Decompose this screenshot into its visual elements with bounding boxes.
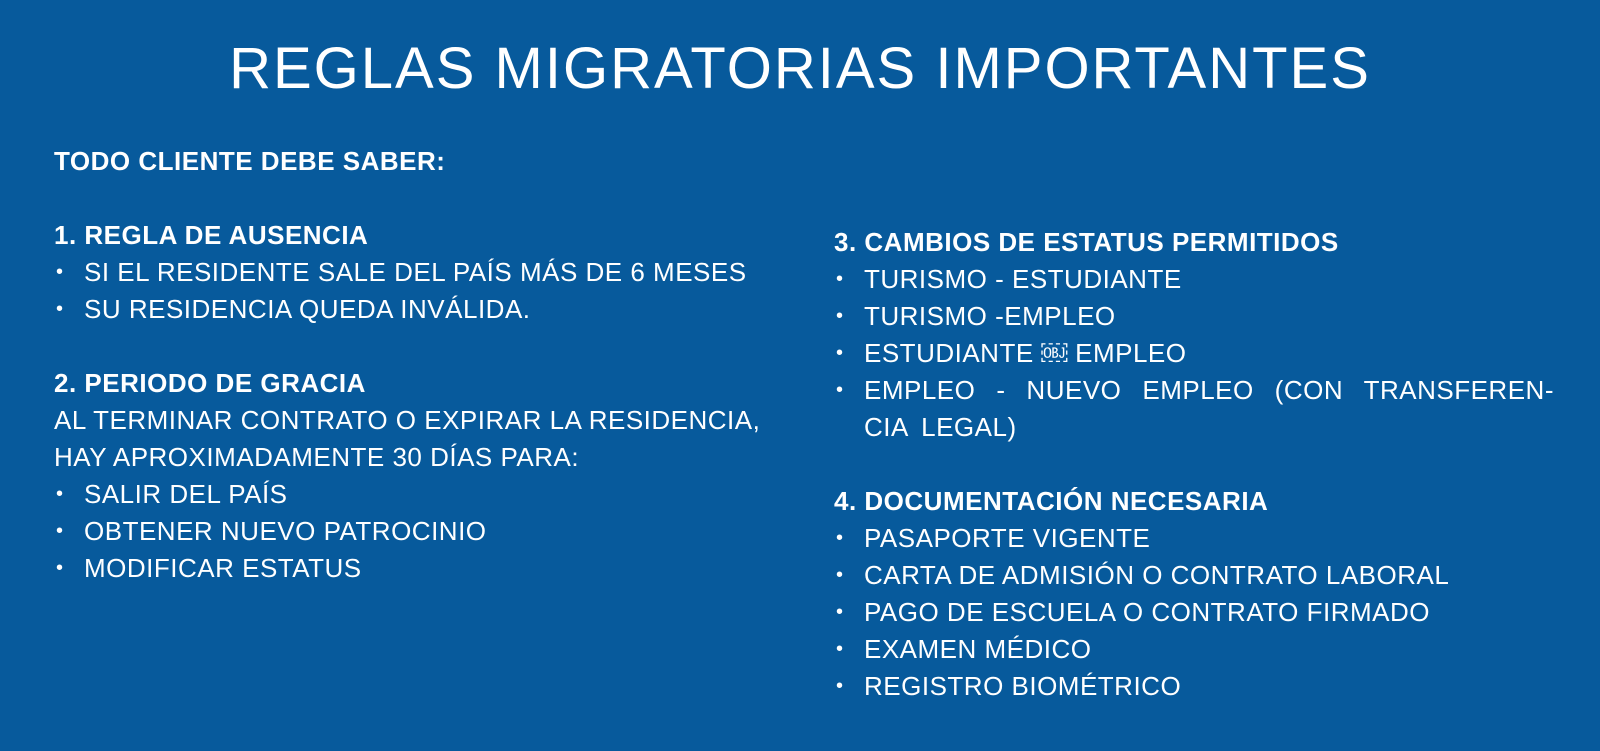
section-heading: 4. DOCUMENTACIÓN NECESARIA [834, 486, 1269, 516]
bullet-icon: • [836, 305, 844, 327]
list-item: • MODIFICAR ESTATUS [54, 550, 794, 587]
paragraph-line: AL TERMINAR CONTRATO O EXPIRAR LA RESIDENCIA, [54, 405, 761, 435]
list-item: • OBTENER NUEVO PATROCINIO [54, 513, 794, 550]
bullet-icon: • [836, 638, 844, 660]
bullet-icon: • [836, 379, 844, 401]
list-item: • REGISTRO BIOMÉTRICO [834, 668, 1554, 705]
list-item: • EMPLEO - NUEVO EMPLEO (CON TRANSFEREN-CIA LEGAL) [834, 372, 1554, 446]
section-grace-period [54, 365, 794, 587]
list-item: • SI EL RESIDENTE SALE DEL PAÍS MÁS DE 6 MESES [54, 254, 794, 291]
list-item: • SU RESIDENCIA QUEDA INVÁLIDA. [54, 291, 794, 328]
bullet-list [54, 476, 794, 587]
left-column [54, 143, 794, 624]
bullet-icon: • [836, 601, 844, 623]
section-heading: 2. PERIODO DE GRACIA [54, 368, 366, 398]
bullet-icon: • [56, 557, 64, 579]
bullet-icon: • [56, 261, 64, 283]
list-item: • ESTUDIANTE ￼ EMPLEO [834, 335, 1554, 372]
section-heading: 3. CAMBIOS DE ESTATUS PERMITIDOS [834, 227, 1339, 257]
bullet-list [834, 520, 1554, 705]
bullet-icon: • [56, 298, 64, 320]
list-item: • TURISMO -EMPLEO [834, 298, 1554, 335]
bullet-list [54, 254, 794, 328]
list-item: • CARTA DE ADMISIÓN O CONTRATO LABORAL [834, 557, 1554, 594]
bullet-icon: • [836, 564, 844, 586]
right-column [834, 224, 1554, 742]
list-item: • SALIR DEL PAÍS [54, 476, 794, 513]
section-heading: 1. REGLA DE AUSENCIA [54, 220, 369, 250]
page-title: REGLAS MIGRATORIAS IMPORTANTES [229, 36, 1371, 101]
section-status-changes [834, 224, 1554, 446]
list-item: • PASAPORTE VIGENTE [834, 520, 1554, 557]
bullet-icon: • [836, 342, 844, 364]
list-item: • TURISMO - ESTUDIANTE [834, 261, 1554, 298]
bullet-icon: • [836, 527, 844, 549]
section-documentation [834, 483, 1554, 705]
bullet-icon: • [836, 675, 844, 697]
bullet-icon: • [56, 520, 64, 542]
list-item: • PAGO DE ESCUELA O CONTRATO FIRMADO [834, 594, 1554, 631]
bullet-icon: • [836, 268, 844, 290]
paragraph-line: HAY APROXIMADAMENTE 30 DÍAS PARA: [54, 442, 580, 472]
section-absence-rule [54, 217, 794, 328]
intro-heading: TODO CLIENTE DEBE SABER: [54, 146, 446, 176]
list-item: • EXAMEN MÉDICO [834, 631, 1554, 668]
bullet-list [834, 261, 1554, 446]
bullet-icon: • [56, 483, 64, 505]
